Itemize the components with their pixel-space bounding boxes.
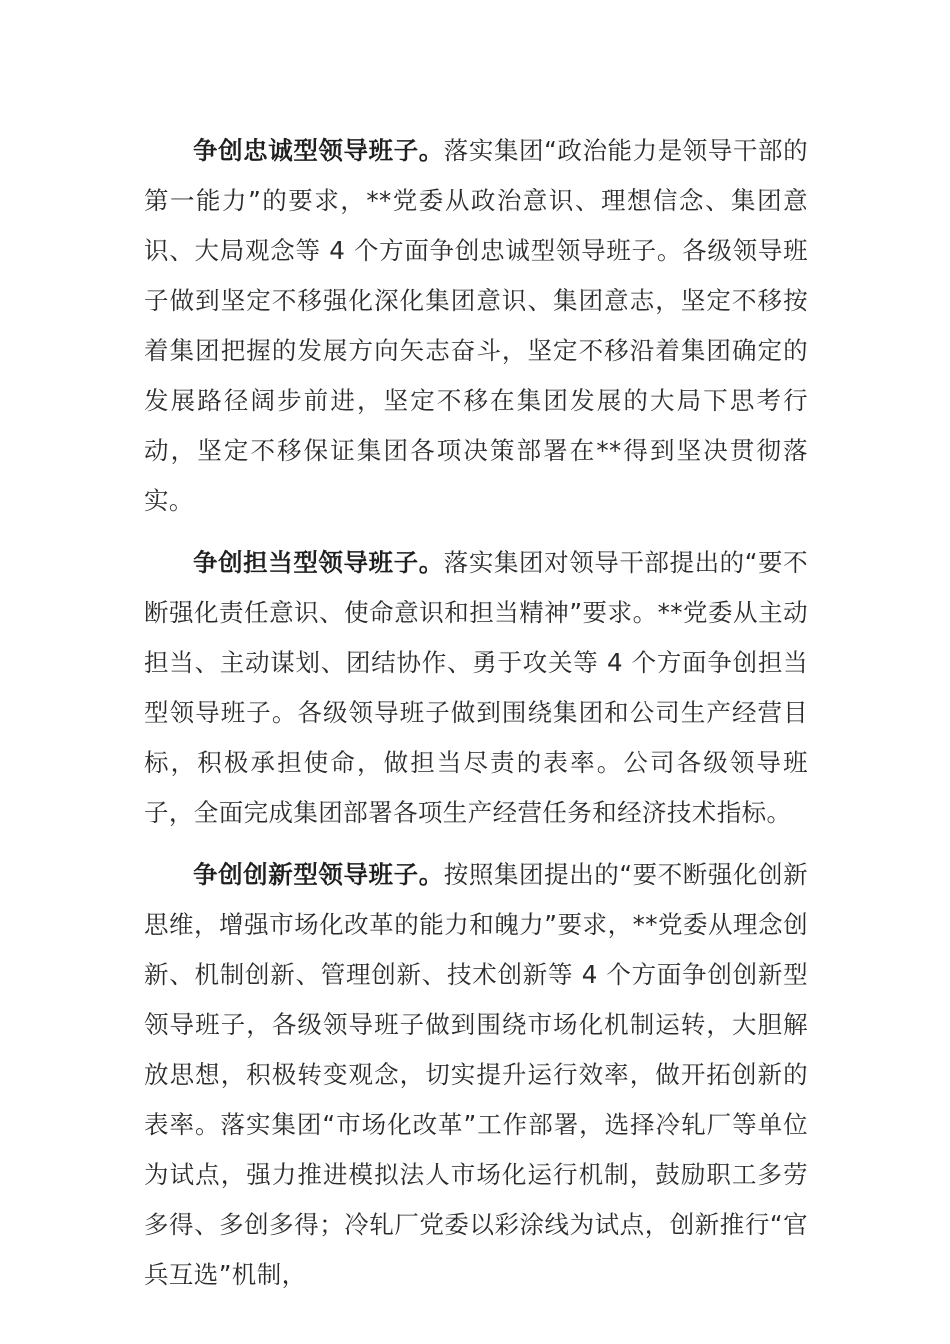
document-body xyxy=(144,126,808,1312)
paragraph-text: 落实集团“政治能力是领导干部的第一能力”的要求，**党委从政治意识、理想信念、集团意识、大局观念等 4 个方面争创忠诚型领导班子。各级领导班子做到坚定不移强化深化集团意识、集团意志，坚定不移按着集团把握的发展方向矢志奋斗，坚定不移沿着集团确定的发展路径阔步前进，坚定不移在集团发展的大局下思考行动，坚定不移保证集团各项决策部署在**得到坚决贯彻落实。 xyxy=(144,136,808,515)
paragraph-heading: 争创忠诚型领导班子。 xyxy=(193,136,444,165)
paragraph-text: 按照集团提出的“要不断强化创新思维，增强市场化改革的能力和魄力”要求，**党委从理念创新、机制创新、管理创新、技术创新等 4 个方面争创创新型领导班子，各级领导班子做到围绕市场化机制运转，大胆解放思想，积极转变观念，切实提升运行效率，做开拓创新的表率。落实集团“市场化改革”工作部署，选择冷轧厂等单位为试点，强力推进模拟法人市场化运行机制，鼓励职工多劳多得、多创多得；冷轧厂党委以彩涂线为试点，创新推行“官兵互选”机制， xyxy=(144,860,808,1289)
paragraph-loyal-leadership xyxy=(144,126,808,526)
paragraph-responsible-leadership xyxy=(144,538,808,838)
paragraph-text: 落实集团对领导干部提出的“要不断强化责任意识、使命意识和担当精神”要求。**党委从主动担当、主动谋划、团结协作、勇于攻关等 4 个方面争创担当型领导班子。各级领导班子做到围绕集团和公司生产经营目标，积极承担使命，做担当尽责的表率。公司各级领导班子，全面完成集团部署各项生产经营任务和经济技术指标。 xyxy=(144,548,808,827)
paragraph-heading: 争创创新型领导班子。 xyxy=(193,860,444,889)
paragraph-innovative-leadership xyxy=(144,850,808,1300)
paragraph-heading: 争创担当型领导班子。 xyxy=(193,548,444,577)
